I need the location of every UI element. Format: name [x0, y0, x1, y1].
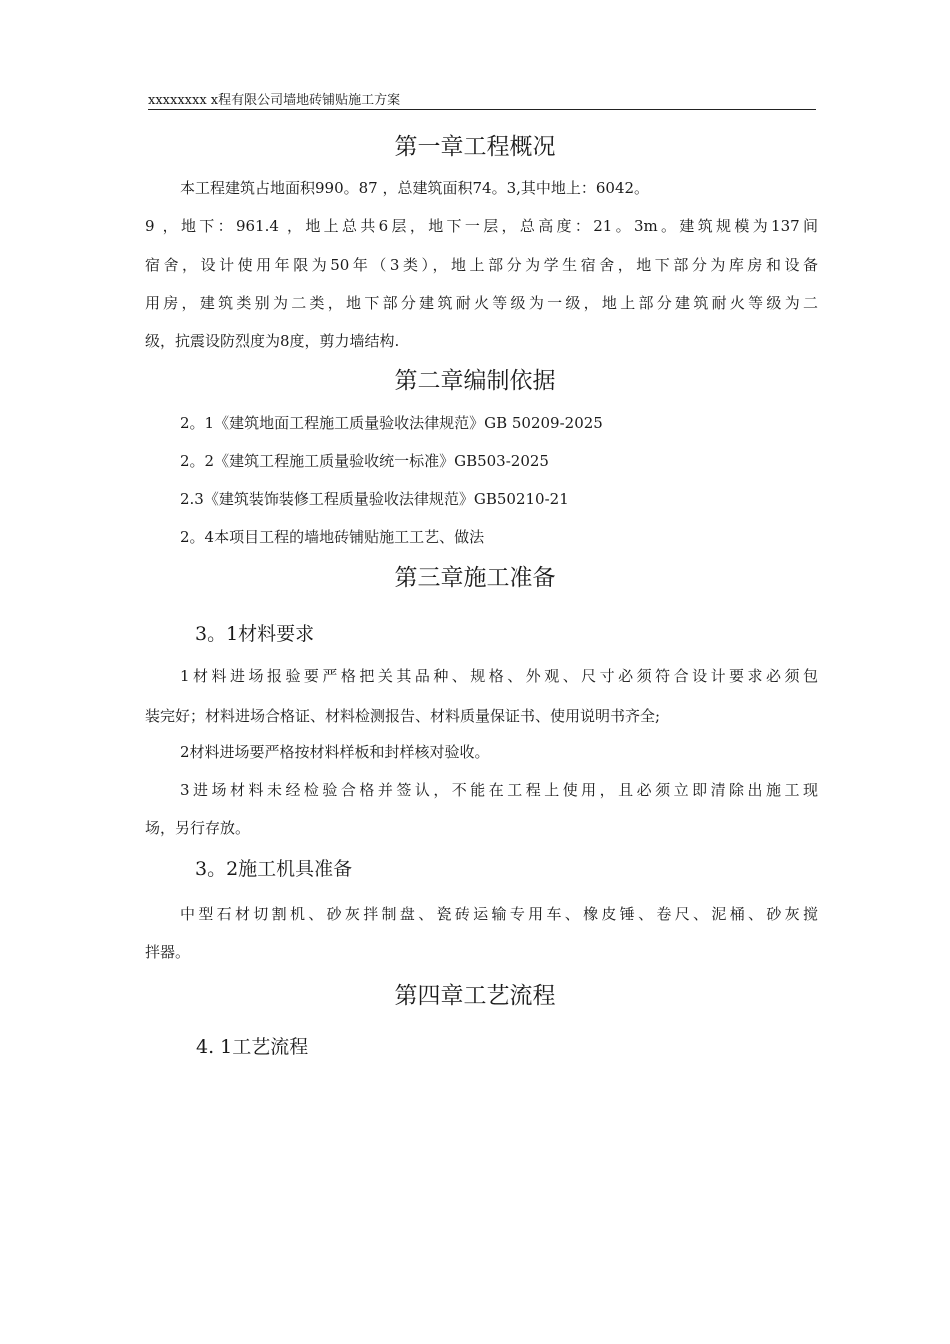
reference-item-2: 2。2《建筑工程施工质量验收统一标准》GB503-2025	[180, 452, 549, 470]
section-3-1-line-4: 3进场材料未经检验合格并签认，不能在工程上使用，且必须立即清除出施工现	[180, 781, 818, 799]
section-3-1-line-3: 2材料进场要严格按材料样板和封样核对验收。	[180, 743, 490, 761]
chapter-3-title: 第三章施工准备	[394, 565, 556, 591]
section-3-1-line-1: 1材料进场报验要严格把关其品种、规格、外观、尺寸必须符合设计要求必须包	[180, 667, 818, 685]
chapter-1-title: 第一章工程概况	[394, 134, 556, 160]
section-3-1-line-5: 场，另行存放。	[145, 819, 251, 837]
section-4-1-title: 4. 1工艺流程	[196, 1036, 309, 1058]
chapter-4-title: 第四章工艺流程	[394, 983, 556, 1009]
page-header: xxxxxxxx x程有限公司墙地砖铺贴施工方案	[148, 92, 816, 110]
section-3-1-line-2: 装完好；材料进场合格证、材料检测报告、材料质量保证书、使用说明书齐全;	[145, 707, 661, 725]
chapter-1-line-4: 用房，建筑类别为二类，地下部分建筑耐火等级为一级，地上部分建筑耐火等级为二	[145, 294, 818, 312]
section-3-2-line-2: 拌器。	[145, 943, 191, 961]
chapter-1-line-2: 9 ，地下：961.4 ，地上总共6层，地下一层，总高度：21。3m。建筑规模为137间	[145, 217, 818, 235]
chapter-1-line-1: 本工程建筑占地面积990。87 ，总建筑面积74。3,其中地上：6042。	[180, 179, 650, 197]
section-3-1-title: 3。1材料要求	[195, 623, 315, 645]
chapter-1-line-5: 级，抗震设防烈度为8度，剪力墙结构.	[145, 332, 400, 350]
chapter-1-line-3: 宿舍，设计使用年限为50年（3类），地上部分为学生宿舍，地下部分为库房和设备	[145, 256, 818, 274]
chapter-2-title: 第二章编制依据	[394, 368, 556, 394]
section-3-2-title: 3。2施工机具准备	[195, 858, 353, 880]
reference-item-1: 2。1《建筑地面工程施工质量验收法律规范》GB 50209-2025	[180, 414, 603, 432]
reference-item-4: 2。4本项目工程的墙地砖铺贴施工工艺、做法	[180, 528, 485, 546]
reference-item-3: 2.3《建筑装饰装修工程质量验收法律规范》GB50210-21	[180, 490, 569, 508]
section-3-2-line-1: 中型石材切割机、砂灰拌制盘、瓷砖运输专用车、橡皮锤、卷尺、泥桶、砂灰搅	[180, 905, 818, 923]
